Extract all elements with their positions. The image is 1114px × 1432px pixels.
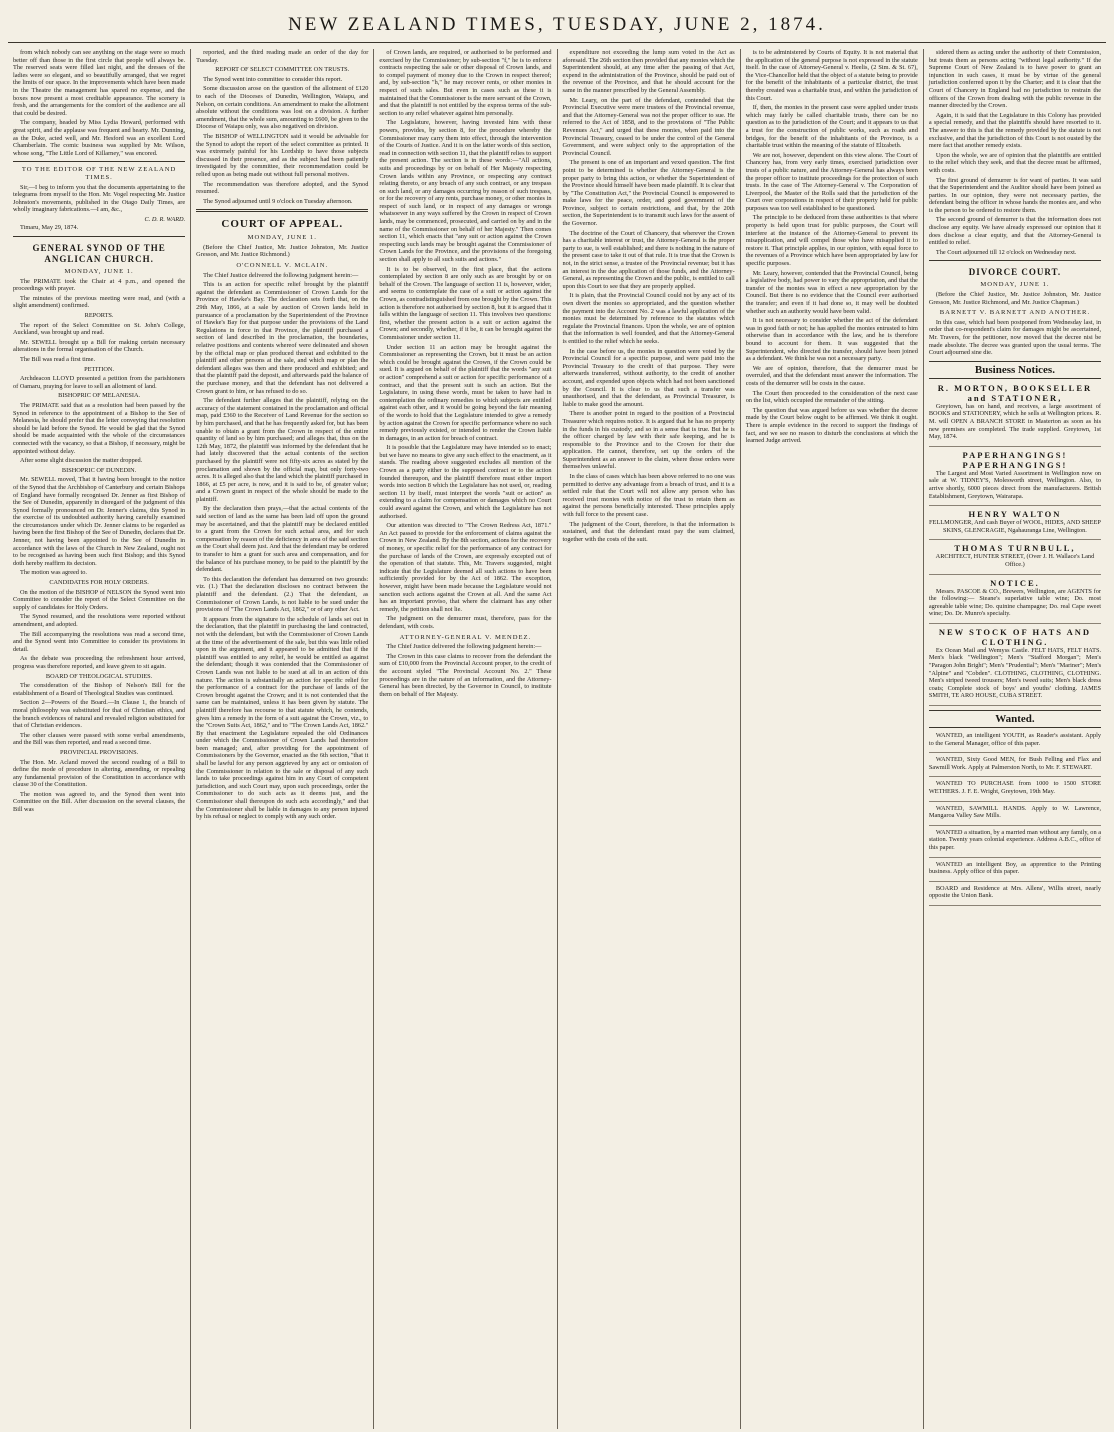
subheading: REPORT OF SELECT COMMITTEE ON TRUSTS. [215, 66, 350, 74]
paragraph: Our attention was directed to "The Crown Redress Act, 1871." An Act passed to provide for the enforcement of claims against the Crown in New Zealand. By the 8th section, actions for the recovery of money, or specific relief for the performance of any contract for the purchase of lands of the Crown, are expressly excepted out of the operation of that statute. This, Mr. Travers suggested, might indicate that the Legislature deemed all such actions to have been sufficiently provided for by the Act of 1862. The exception, however, might have been made because the Legislature would not sanction such actions against the Crown at all. And the same Act has an important proviso, that where the claimant has any other remedy, the petition shall not lie. [379, 522, 552, 613]
paragraph: The consideration of the Bishop of Nelson's Bill for the establishment of a Board of Theological Studies was continued. [13, 682, 186, 697]
paragraph: The minutes of the previous meeting were read, and (with a slight amendment) confirmed. [13, 294, 186, 310]
paragraph: Mr. Leary, on the part of the defendant, contended that the Provincial Executive were mere trustees of the Provincial revenue, and that the Attorney-General was not the proper officer to sue. He referred to the Act of 1858, and to the provisions of "The Public Revenues Act," and urged that these monies, when paid into the Provincial Treasury, ceased to be under the control of the General Government, and were subject only to the appropriation of the Provincial Council. [562, 96, 735, 157]
paragraph: The Crown in this case claims to recover from the defendant the sum of £10,000 from the Provincial Account proper, to the credit of the account styled "The Provincial Account No. 2." These proceedings are in the nature of an information, and the Attorney-General has been directed, by the Governor in Council, to institute them on behalf of Her Majesty. [379, 652, 552, 698]
subheading: BISHOPRIC OF DUNEDIN. [61, 466, 137, 474]
letter-signature: C. D. R. WARD. [144, 215, 186, 223]
column-3 [374, 49, 557, 1429]
paragraph: Mr. SEWELL moved, That it having been brought to the notice of the Synod that the Archbishop of Canterbury and certain Bishops of England have formally recognised Dr. Jenner as first Bishop of the See of Dunedin, apparently in disregard of the judgment of this Synod formally pronounced on Dr. Jenner's claims, this Synod in the exercise of its undoubted authority having carefully examined the circumstances under which Dr. Jenner claims to be regarded as having been the first Bishop of the See of Dunedin, declares that Dr. Jenner, not having been appointed to the See of Dunedin in accordance with the laws of the Church in New Zealand, ought not to be recognised as having been such first Bishop; and this Synod doth hereby reaffirm its decision. [13, 476, 186, 567]
wanted-text: WANTED TO PURCHASE from 1000 to 1500 STORE WETHERS. J. F. E. Wright, Greytown, 19th May. [928, 780, 1102, 795]
paragraph: On the motion of the BISHOP of NELSON the Synod went into Committee to consider the report of the Select Committee on the supply of candidates for Holy Orders. [13, 588, 186, 611]
ad-body: The Largest and Most Varied Assortment in Wellington now on sale at W. TIDNEY'S, Molesworth street, Wellington. Also, to arrive shortly, 6000 pieces direct from the manufacturers. British Establishment, Greytown, Wairarapa. [928, 469, 1102, 500]
paragraph: The question that was argued before us was whether the decree made by the Court below ought to be affirmed. We think it ought. There is ample evidence in the record to support the findings of fact, and we see no reason to disturb the conclusions at which the learned Judge arrived. [745, 406, 918, 445]
subheading: CANDIDATES FOR HOLY ORDERS. [49, 579, 149, 587]
divorce-date: MONDAY, JUNE 1. [980, 281, 1050, 289]
synod-heading: GENERAL SYNOD OF THE ANGLICAN CHURCH. [32, 243, 166, 265]
paragraph: The report of the Select Committee on St. John's College, Auckland, was brought up and read. [13, 321, 186, 337]
paragraph: The Hon. Mr. Acland moved the second reading of a Bill to define the mode of procedure in altering, amending, or repealing any fundamental provision of the Constitution in accordance with clause 30 of the Constitution. [13, 758, 186, 789]
paragraph: Archdeacon LLOYD presented a petition from the parishioners of Oamaru, praying for leave to sell an allotment of land. [13, 375, 186, 390]
paragraph: The judgment on the demurrer must, therefore, pass for the defendant, with costs. [379, 615, 552, 630]
paragraph: The recommendation was therefore adopted, and the Synod resumed. [196, 180, 369, 196]
paragraph: It is possible that the Legislature may have intended so to enact; but we have no means to give any such effect to the enactment, as it stands. The reading above suggested excludes all mention of the Crown as a party either to the supposed contract or to the action founded thereupon, and the plaintiff therefore must either import words into section 8 which the Legislature has not used, or, reading section 11 by itself, must interpret the words "suit or action" as extending to a claim for compensation or damages which no Court could award against the Crown, and which the Legislature has not authorised. [379, 444, 552, 520]
paragraph: The PRIMATE said that as a resolution had been passed by the Synod in reference to the appointment of a Bishop to the See of Melanesia, he should prefer that the letter conveying that resolution should be laid before the Synod. He would be glad that the Synod should be made acquainted with the whole of the circumstances connected with the vacancy, so that a Bishop, if necessary, might be appointed without delay. [13, 401, 186, 455]
paragraph: The present is one of an important and vexed question. The first point to be determined is whether the Attorney-General is the proper party to bring this action, or whether the Superintendent of the Province should himself have been made plaintiff. It is clear that by "The Constitution Act," the Provincial Council is empowered to make laws for the peace, order, and good government of the Province, subject to certain restrictions, and that, by the 20th section, the Superintendent is to transmit such laws for the assent of the Governor. [562, 159, 735, 228]
paragraph: The Synod resumed, and the resolutions were reported without amendment, and adopted. [13, 613, 186, 628]
wanted-text: WANTED, SAWMILL HANDS. Apply to W. Lawrence, Mangaroa Valley Saw Mills. [928, 804, 1102, 820]
paragraph: By the declaration then prays,—that the actual contents of the said section of land as the same has been laid off upon the ground may be ascertained, and that the plaintiff may be declared entitled to a grant from the Crown for such actual area, and for such compensation by reason of the deficiency in area of the said section as the Court shall deem just. And that the defendant may be ordered to transfer to him a grant for such area and compensation, and for the balance of his purchase money, to be paid to the plaintiff by the defendant. [196, 505, 369, 574]
paragraph: sidered them as acting under the authority of their Commission, but treats them as persons acting "without legal authority." If the Supreme Court of New Zealand is to have power to grant an injunction in such cases, it must be by virtue of the general jurisdiction conferred upon it by the Charter; and it is clear that the Court of Chancery in England had no jurisdiction to restrain the officers of the Crown from dealing with the public revenue in the manner directed by the Crown. [928, 49, 1102, 110]
paragraph: The first ground of demurrer is for want of parties. It was said that the Superintendent and the Auditor should have been joined as parties. In our opinion, they were not necessary parties, the defendant being the officer in whose hands the monies are, and who is the person to be ordered to restore them. [928, 176, 1102, 214]
ad-body: FELLMONGER, And cash Buyer of WOOL, HIDES, AND SHEEP SKINS, GLENCRAGIE, Ngahauranga Line, Wellington. [929, 519, 1101, 534]
subheading: BOARD OF THEOLOGICAL STUDIES. [45, 672, 153, 680]
masthead: NEW ZEALAND TIMES, TUESDAY, JUNE 2, 1874. [8, 14, 1106, 43]
ad-title: THOMAS TURNBULL, [954, 543, 1076, 554]
wanted-ad [929, 829, 1101, 858]
paragraph: is to be administered by Courts of Equity. It is not material that the application of the general purpose is not expressed in the statute itself. In the case of Attorney-General v. Heelis, (2 Sim. & St. 67), the Vice-Chancellor held that the object of a statute being to provide for the benefit of the inhabitants of a particular district, the trust thereby created was a charitable trust, and within the jurisdiction of this Court. [745, 49, 918, 102]
advertisement [929, 627, 1101, 706]
paragraph: It appears from the signature to the schedule of lands set out in the declaration, that the plaintiff in purchasing the land contracted, not with the defendant, but with the Commissioner of Crown Lands at the time of the advertisement of the sale, but this was little relied upon in the argument, and it appeared to be admitted that if the plaintiff was entitled to any relief, he would be entitled as against the defendant; though it was contended that the Commissioner of Crown Lands was not liable to be sued at all in an action of this nature. The action is substantially an action for specific relief for the performance of a contract for the purchase of lands of the Crown brought against the Crown; and it is not contended that the same can be maintained, unless it has been given by statute. The plaintiff therefore has recourse to that statute which, he contends, gives him a remedy in the form of a suit against the Crown, viz., to the "Crown Suits Act, 1862," and to "The Crown Lands Act, 1862." By that enactment the Legislature repealed the old Ordinances under which the Commissioner of Crown Lands had theretofore been managed; and, after providing for the appointment of Commissioners by the Governor, enacted as the 6th section, "that it shall be lawful for any person aggrieved by any act or omission of the Commissioner in relation to the sale or disposal of any such lands to take proceedings against him in any Court of competent jurisdiction, and such Court may, upon such proceedings, order the Commissioner to do such acts as it deems just, and the Commissioner shall thereupon do such acts accordingly," and that the Commissioner shall be liable in damages to any person injured by his refusal or neglect to comply with any such order. [196, 615, 369, 821]
paragraph: The doctrine of the Court of Chancery, that wherever the Crown has a charitable interest or trust, the Attorney-General is the proper party to sue, is well established; and there is nothing in the nature of the present case to take it out of that rule. It is true that the Crown is not, in the strict sense, a trustee of the Provincial revenue; but it has an interest in the due application of those funds, and the Attorney-General, as representing the Crown and the public, is entitled to call upon this Court to see that they are properly applied. [562, 229, 735, 290]
paragraph: The second ground of demurrer is that the information does not disclose any equity. We have already expressed our opinion that it does disclose a clear equity, and that the Attorney-General is entitled to relief. [928, 216, 1102, 247]
paragraph: from which nobody can see anything on the stage were so much better off than those in the first circle that people will always be. The reserved seats were filled last night, and the dresses of the ladies were so elegant, and so beautifully arranged, that we regret the limits of our space. In the improvements which have been made in the Theatre the management has spared no expense, and the boxes now present a most creditable appearance. The scenery is fresh, and the arrangements for the comfort of the audience are all that could be desired. [13, 49, 186, 117]
paragraph: Section 2—Powers of the Board.—In Clause 1, the branch of moral philosophy was substituted for that of Christian ethics, and the branch evidences of natural and revealed religion substituted for that of Christian evidences. [13, 699, 186, 730]
wanted-heading: Wanted. [929, 710, 1101, 728]
advertisement [929, 450, 1101, 506]
col1-opening [13, 49, 185, 157]
paragraph: Some discussion arose on the question of the allotment of £120 to each of the Dioceses of Dunedin, Wellington, Waiapu, and Nelson, on certain conditions. An amendment to make the allotment absolute without the conditions was lost on a division. A further amendment, that the whole sum, amounting to £600, be given to the Diocese of Waiapu only, was also negatived on division. [196, 85, 369, 131]
ad-body: Messrs. PASCOE & CO., Brewers, Wellington, are AGENTS for the following:— Steane's superlative table wine; Do. most agreeable table wine; Do. quinine champagne; Do. real Cape sweet wine; Do. Dr. Munro's specialty. [928, 587, 1102, 618]
advertisement [929, 383, 1101, 447]
advertisement [929, 578, 1101, 624]
column-5 [741, 49, 924, 1429]
paragraph: The motion was agreed to, and the Synod then went into Committee on the Bill. After discussion on the several clauses, the Bill was [13, 790, 186, 814]
letter-heading: TO THE EDITOR OF THE NEW ZEALAND TIMES. [21, 166, 177, 181]
paragraph: The Synod went into committee to consider this report. [203, 75, 343, 83]
paragraph: The Chief Justice delivered the following judgment herein:— [386, 643, 542, 651]
paragraph: The principle to be deduced from these authorities is that where property is held upon trust for public purposes, the Court will interfere at the instance of the Attorney-General to prevent its misapplication, and will compel those who have misapplied it to restore it. That principle applies, in our opinion, with equal force to the revenues of a Province which have been appropriated by law for specific purposes. [745, 214, 918, 268]
ad-title: R. MORTON, BOOKSELLER and STATIONER, [937, 382, 1093, 403]
synod-date: MONDAY, JUNE 1. [64, 268, 134, 276]
ad-body: ARCHITECT, HUNTER STREET, (Over J. H. Wallace's Land Office.) [935, 553, 1095, 568]
letter-place: Timaru, May 29, 1874. [20, 224, 79, 232]
subheading: PETITION. [84, 365, 115, 373]
business-notices-heading: Business Notices. [929, 361, 1101, 379]
wanted-ad [929, 780, 1101, 801]
wanted-text: WANTED a situation, by a married man without any family, on a station. Twenty years colonial experience. Address A.B.C., office of this paper. [928, 828, 1102, 851]
advertisement [929, 509, 1101, 540]
subheading: BISHOPRIC OF MELANESIA. [58, 392, 141, 400]
ad-body: Ex Ocean Mail and Wemyss Castle. FELT HATS, FELT HATS. Men's black "Wellington"; Men's "Stafford Morgan"; Men's "Paragon John Bright"; Men's "Prudential"; Men's "Mariner"; Men's "Alpine" and "Cobden". CLOTHING, CLOTHING, CLOTHING. Men's striped tweed trousers; Men's tweed suits; Men's black dress coats; Complete stock of boys' and youths' clothing. JAMES SMITH, TE ARO HOUSE, CUBA STREET. [928, 646, 1102, 700]
paragraph: The Court then proceeded to the consideration of the next case on the list, which occupied the remainder of the sitting. [745, 389, 918, 405]
paragraph: It is to be observed, in the first place, that the actions contemplated by section 8 are only such as are brought by or on behalf of the Crown. The language of section 11 is, however, wider, and seems to contemplate the case of a suit or action against the Crown, as contradistinguished from one brought by the Crown. This action is therefore not authorised by section 8, but it is argued that it falls within the language of section 11. This involves two questions: first, whether the present action is a suit or action against the Crown; and secondly, whether, if it be, it can be brought against the Commissioner under section 11. [379, 265, 552, 341]
paragraph: In the class of cases which has been above referred to no one was permitted to derive any advantage from a breach of trust, and it is a settled rule that the Court will not allow any person who has received trust monies with notice of the trust to retain them as against the persons beneficially interested. These principles apply with full force to the present case. [562, 473, 735, 519]
divorce-bench: (Before the Chief Justice, Mr. Justice Johnston, Mr. Justice Gresson, Mr. Justice Richmond, and Mr. Justice Chapman.) [928, 291, 1102, 306]
column-2 [191, 49, 374, 1429]
paragraph: The Legislature, however, having invested him with these powers, provides, by section 8, for the procedure whereby the Commissioner may carry them into effect, through the intervention of the Courts of Justice. And it is on the latter words of this section, read in connection with section 11, that the plaintiff relies to support the present action. The section is in these words:—"All actions, suits and proceedings by or on behalf of Her Majesty respecting Crown lands within any Province, or respecting any contract relating thereto, or any breach of any such contract, or any trespass on such land, or any damages occurring by reason of such trespass, or for the recovery of any rents, purchase money, or other monies in respect of such land, or in respect of any damages or wrongs whatsoever in any ways suffered by the Crown in respect of Crown lands, may be commenced, prosecuted, and carried on by and in the name of the Commissioner on behalf of her Majesty." Then comes section 11, which enacts that "any suit or action against the Crown respecting such lands may be brought against the Commissioner of Crown Lands for the Province, and the provisions of the foregoing section shall apply to all such suits and actions." [379, 119, 552, 264]
paragraph: The Synod adjourned until 9 o'clock on Tuesday afternoon. [203, 197, 353, 205]
paragraph: Upon the whole, we are of opinion that the plaintiffs are entitled to the relief which they seek, and that the decree must be affirmed, with costs. [928, 151, 1102, 174]
wanted-ad [929, 732, 1101, 753]
paragraph: The other clauses were passed with some verbal amendments, and the Bill was then reported, and read a second time. [13, 731, 186, 747]
paragraph: It is plain, that the Provincial Council could not by any act of its own divert the monies so appropriated, and the question whether the payment into the Account No. 2 was a lawful application of the monies must be determined by reference to the statutes which regulate the Provincial finances. Upon the whole, we are of opinion that the information is well founded, and that the Attorney-General is entitled to the relief which he seeks. [562, 292, 735, 345]
paragraph: expenditure not exceeding the lump sum voted in the Act as aforesaid. The 26th section then provided that any monies which the Superintendent should, at any time after the passing of that Act, expend in the administration of the Province, should be paid out of the revenue of the Province, and that he should account for the same in the manner prescribed by the General Assembly. [562, 49, 735, 94]
paragraph: We are of opinion, therefore, that the demurrer must be overruled, and that the defendant must answer the information. The costs of the demurrer will be costs in the cause. [745, 364, 918, 387]
board-ad [929, 885, 1101, 906]
column-4 [558, 49, 741, 1429]
court-of-appeal-heading: COURT OF APPEAL. [221, 218, 344, 231]
paragraph: The company, headed by Miss Lydia Howard, performed with great spirit, and the applause was frequent and hearty. Mr. Dunning, as the Duke, acted well, and Mr. Hesford was an excellent Lord Chamberlain. The comic business was supplied by Mr. Wilson, whose song, "The Little Lord of Killarney," was encored. [13, 119, 186, 157]
paragraph: The Chief Justice delivered the following judgment herein:— [203, 271, 359, 279]
wanted-ad [929, 861, 1101, 882]
subheading: REPORTS. [84, 312, 114, 320]
advertisement [929, 543, 1101, 574]
paragraph: The Bill accompanying the resolutions was read a second time, and the Synod went into Committee to consider its provisions in detail. [13, 630, 186, 653]
letter-body: Sir,—I beg to inform you that the documents appertaining to the telegrams from myself to the Hon. Mr. Vogel respecting Mr. Justice Johnston's movements, published in the Otago Daily Times, are wholly imaginary fabrications.—I am, &c., [13, 183, 186, 214]
board-text: BOARD and Residence at Mrs. Allens', Willis street, nearly opposite the Union Bank. [928, 884, 1102, 900]
ad-title: PAPERHANGINGS! PAPERHANGINGS! [962, 449, 1068, 470]
court-date: MONDAY, JUNE 1. [247, 234, 317, 242]
paragraph: It is not necessary to consider whether the act of the defendant was in good faith or not; he has applied the monies entrusted to him otherwise than in accordance with the law, and he is therefore bound to account for them. It was suggested that the Superintendent, who directed the transfer, should have been joined as a defendant. We think he was not a necessary party. [745, 317, 918, 363]
ad-title: NEW STOCK OF HATS AND CLOTHING. [938, 626, 1092, 647]
paragraph: The BISHOP of WELLINGTON said it would be advisable for the Synod to adopt the report of the select committee as printed. It was extremely painful for his Lordship to have those subjects discussed in their presence, and as the subject had been patiently investigated by the committee, their recommendation could be relied upon as being made out without full personal motives. [196, 132, 369, 178]
paragraph: In the case before us, the monies in question were voted by the Provincial Council for a specific purpose, and were paid into the Provincial Treasury to the credit of that purpose. They were afterwards transferred, without authority, to the credit of another account, and expended upon objects which had not been sanctioned by the Council. It is clear to us that such a transfer was unauthorised, and that the defendant, as Provincial Treasurer, is liable to make good the amount. [562, 347, 735, 408]
wanted-text: WANTED, Sixty Good MEN, for Bush Felling and Flax and Sawmill Work. Apply at Palmerston North, to Mr. F. STEWART. [928, 756, 1102, 771]
paragraph: The Court adjourned till 12 o'clock on Wednesday next. [935, 248, 1077, 256]
wanted-text: WANTED, an intelligent YOUTH, as Reader's assistant. Apply to the General Manager, office of this paper. [928, 732, 1102, 747]
paragraph: The Bill was read a first time. [20, 356, 96, 363]
court-bench: (Before the Chief Justice, Mr. Justice Johnston, Mr. Justice Gresson, and Mr. Justice Richmond.) [196, 243, 369, 259]
paragraph: As the debate was proceeding the refreshment hour arrived, progress was therefore reported, and leave given to sit again. [13, 655, 186, 670]
paragraph: reported, and the third reading made an order of the day for Tuesday. [196, 49, 369, 64]
paragraph: To this declaration the defendant has demurred on two grounds: viz. (1.) That the declaration discloses no contract between the plaintiff and the defendant. (2.) That the defendant, as Commissioner of Crown Lands, is not liable to be sued under the provisions of "The Crown Lands Act, 1862," or of any other Act. [196, 575, 369, 614]
paragraph: Under section 11 an action may be brought against the Commissioner as representing the Crown, but it must be an action which could be brought against the Crown, if the Crown could be sued. It is argued on behalf of the plaintiff that the words "any suit or action" comprehend a suit or action for specific performance of a contract, and that the present suit is such an action. But the Legislature, in using these words, must be taken to have had in contemplation the ordinary remedies to which subjects are entitled against each other, and it would be going beyond the fair meaning of the words to hold that the Legislature intended to give a remedy by action against the Crown for specific performance where no such remedy previously existed, or intended to render the Crown liable in damages, in an action for breach of contract. [379, 343, 552, 442]
paragraph: In this case, which had been postponed from Wednesday last, in order that co-respondent's claim for damages might be ascertained, Mr. Travers, for the petitioner, now moved that the decree nisi be made absolute. The decree was granted upon the usual terms. The Court adjourned sine die. [928, 318, 1102, 357]
paragraph: The PRIMATE took the Chair at 4 p.m., and opened the proceedings with prayer. [13, 277, 186, 293]
wanted-text: WANTED an intelligent Boy, as apprentice to the Printing business. Apply office of this paper. [928, 860, 1102, 876]
ad-body: Greytown, has on hand, and receives, a large assortment of BOOKS and STATIONERY, which he sells at Wellington prices. R. M. will OPEN A BRANCH STORE in Masterton as soon as his new premises are completed. The trade supplied. Greytown, 1st May, 1874. [928, 402, 1102, 441]
wanted-ad [929, 756, 1101, 777]
ad-title: HENRY WALTON [968, 509, 1062, 520]
case-heading: O'CONNELL V. McLAIN. [236, 262, 329, 270]
case-heading: BARNETT V. BARNETT AND ANOTHER. [939, 309, 1091, 317]
column-6 [924, 49, 1106, 1429]
paragraph: Mr. SEWELL brought up a Bill for making certain necessary alterations in the formal organisation of the Church. [13, 338, 186, 354]
subheading: PROVINCIAL PROVISIONS. [60, 748, 139, 756]
paragraph: After some slight discussion the matter dropped. [20, 457, 143, 465]
paragraph: If, then, the monies in the present case were applied under trusts which may fairly be called charitable trusts, there can be no question as to the jurisdiction of the Court; and it appears to us that a trust for the construction of public works, such as roads and bridges, for the benefit of the inhabitants of the Province, is a charitable trust within the meaning of the statute of Elizabeth. [745, 104, 918, 150]
columns [8, 49, 1106, 1429]
ad-title: NOTICE. [990, 577, 1040, 588]
paragraph: The motion was agreed to. [20, 569, 87, 577]
divorce-court-heading: DIVORCE COURT. [968, 267, 1062, 278]
paragraph: Mr. Leary, however, contended that the Provincial Council, being a legislative body, had power to vary the appropriation, and that the transfer of the monies was in effect a new appropriation by the Council. But there is no evidence that the Council ever authorised the transfer; and even if it had done so, it may well be doubted whether such an authority would have been valid. [745, 269, 918, 315]
paragraph: The defendant further alleges that the plaintiff, relying on the accuracy of the statement contained in the proclamation and official map, paid £360 to the Receiver of Land Revenue for the section so by him purchased, and that he has frequently asked for, but has been unable to obtain a grant from the Crown in respect of the entire quantity of land so by him purchased; and alleges that, thus on the 12th May, 1872, the plaintiff was informed by the defendant that he had lately discovered that the actual contents of the section purchased by the plaintiff were not fifty-six acres as stated by the proclamation and shown by the official map, but only forty-two acres. It is alleged also that the land which the plaintiff purchased in 1866, at £5 per acre, is now, and it is said to be, of greater value; and a Crown grant in respect of the whole should be made to the plaintiff. [196, 397, 369, 503]
paragraph: We are not, however, dependent on this view alone. The Court of Chancery has, from very early times, exercised jurisdiction over trusts of a public nature, and the Attorney-General has always been the proper officer to institute proceedings for the protection of such trusts. In the case of The Attorney-General v. The Corporation of Liverpool, the Master of the Rolls said that the jurisdiction of the Court over corporations in respect of their property held for public purposes was too well established to be questioned. [745, 151, 918, 212]
case-heading: ATTORNEY-GENERAL V. MENDEZ. [399, 633, 532, 641]
paragraph: Again, it is said that the Legislature in this Colony has provided a special remedy, and that the plaintiffs should have resorted to it. The answer to this is that the remedy provided by the statute is not exclusive, and that the jurisdiction of this Court is not ousted by the mere fact that another remedy exists. [928, 111, 1102, 150]
synod-report [13, 278, 185, 814]
paragraph: There is another point in regard to the position of a Provincial Treasurer which requires notice. It is argued that he has no property in the funds in his custody; and so in a sense that is true. But he is the officer charged by law with their safe keeping, and he is responsible to the Province and to the Crown for their due application. He cannot, therefore, set up the orders of the Superintendent as an answer to the claim, where those orders were themselves unlawful. [562, 410, 735, 471]
paragraph: This is an action for specific relief brought by the plaintiff against the defendant as Commissioner of Crown Lands for the Province of Hawke's Bay. The declaration sets forth that, on the 29th May, 1866, at a sale by auction of Crown lands held in pursuance of a proclamation by the Superintendent of the Province of Hawke's Bay for that purpose under the provisions of the Land Regulations in force in that Province, the plaintiff purchased a section of land described in the proclamation, the boundaries, relative positions and contents whereof were delineated and shown by the official map or plan produced thereat and exhibited to the plaintiff and other persons at the sale, and which map or plan the defendant alleges was then and there produced and exhibited; and that the plaintiff paid the deposit, and afterwards paid the balance of the purchase money, and that the defendant has not delivered a Crown grant to him, or has refused to do so. [196, 281, 369, 395]
paragraph: The judgment of the Court, therefore, is that the information is sustained, and that the defendant must pay the sum claimed, together with the costs of the suit. [562, 520, 735, 543]
column-1 [8, 49, 191, 1429]
paragraph: of Crown lands, are required, or authorised to be performed and exercised by the Commissioner; by sub-section "f," he is to enforce contracts respecting the sale or other disposal of Crown lands, and to compel payment of money due to the Crown in respect thereof; and, by sub-section "h," he may recover rents, or other monies in respect of such sales. But even in cases such as these it is maintained that the Commissioner is the mere servant of the Crown, and that the plaintiff is not entitled by the express terms of the sub-section to any relief whatever against him personally. [379, 49, 552, 117]
wanted-ad [929, 805, 1101, 826]
